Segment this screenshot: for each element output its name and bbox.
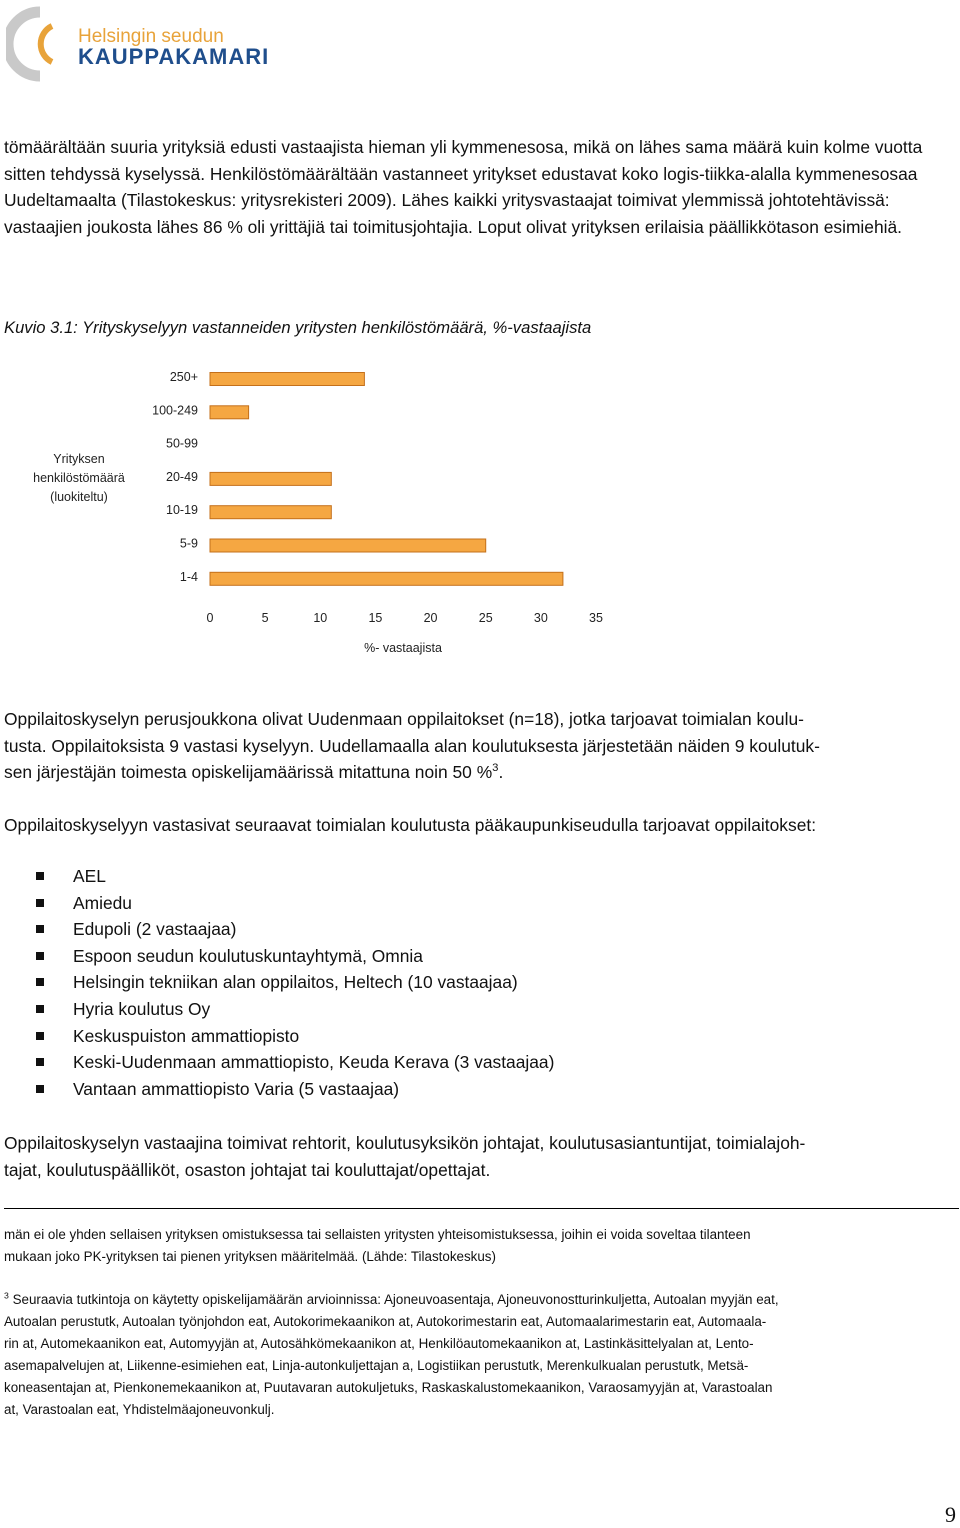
x-axis-label: %- vastaajista xyxy=(364,641,442,655)
kauppakamari-logo xyxy=(6,4,286,84)
institution-name: Hyria koulutus Oy xyxy=(73,998,211,1019)
institution-list xyxy=(36,863,554,1102)
list-item xyxy=(36,943,554,970)
institution-name: Edupoli (2 vastaajaa) xyxy=(73,919,237,940)
category-tick-label: 100-249 xyxy=(152,403,198,418)
category-tick-label: 1-4 xyxy=(179,569,198,584)
fn3-line-6: at, Varastoalan eat, Yhdistelmäajoneuvonkulj. xyxy=(4,1402,275,1417)
logo-line1: Helsingin seudun xyxy=(78,26,224,47)
x-tick-label: 25 xyxy=(478,611,493,625)
list-item xyxy=(36,969,554,996)
bullet-square-icon xyxy=(36,872,44,880)
institution-name: AEL xyxy=(73,866,106,886)
footnote-continuation xyxy=(4,1224,956,1268)
institution-name: Vantaan ammattiopisto Varia (5 vastaajaa) xyxy=(73,1078,400,1099)
headcount-bar-chart xyxy=(0,355,960,665)
bullet-square-icon xyxy=(36,1085,44,1093)
list-item xyxy=(36,1049,554,1076)
bullet-square-icon xyxy=(36,1005,44,1013)
x-tick-label: 0 xyxy=(206,611,214,625)
fn3-line-4: asemapalvelujen at, Liikenne-esimiehen eat, Linja-autonkuljettajan a, Logistiikan perustutk, Merenkulkualan perustutk, Metsä- xyxy=(4,1358,749,1373)
x-tick-label: 20 xyxy=(423,611,438,625)
x-tick-label: 30 xyxy=(533,611,548,625)
figure-caption: Kuvio 3.1: Yrityskyselyyn vastanneiden yritysten henkilöstömäärä, %-vastaajista xyxy=(4,318,592,337)
list-item xyxy=(36,1023,554,1050)
bar-1-4 xyxy=(210,572,563,585)
y-axis-label-line: Yrityksen xyxy=(53,452,105,466)
category-tick-label: 20-49 xyxy=(166,469,198,484)
y-axis-label-line: henkilöstömäärä xyxy=(33,471,125,485)
bar-20-49 xyxy=(210,472,331,485)
p4-line-2: tajat, koulutuspäälliköt, osaston johtajat tai kouluttajat/opettajat. xyxy=(4,1159,491,1180)
intro-paragraph: tömäärältään suuria yrityksiä edusti vastaajista hieman yli kymmenesosa, mikä on lähes sama määrä kuin kolme vuotta sitten tehdyssä kyselyssä. Henkilöstömäärältään vastanneet yritykset edustavat koko logis-tiikka-alalla kymmenesosaa Uudeltamaalta (Tilastokeskus: yritysrekisteri 2009). Lähes kaikki yritysvastaajat toimivat ylemmissä johtotehtävissä: vastaajien joukosta lähes 86 % oli yrittäjiä tai toimitusjohtajia. Loput olivat yrityksen erilaisia päällikkötason esimiehiä. xyxy=(4,137,923,237)
bar-10-19 xyxy=(210,506,331,519)
bullet-square-icon xyxy=(36,899,44,907)
p2-line-1: Oppilaitoskyselyn perusjoukkona olivat Uudenmaan oppilaitokset (n=18), jotka tarjoavat toimialan koulu- xyxy=(4,709,804,729)
fn-cont-line-1: män ei ole yhden sellaisen yrityksen omistuksessa tai sellaisten yritysten yhteisomistuksessa, joihin ei voida soveltaa tilanteen xyxy=(4,1227,751,1242)
bullet-square-icon xyxy=(36,1032,44,1040)
p2-line-2: tusta. Oppilaitoksista 9 vastasi kyselyyn. Uudellamaalla alan koulutuksesta järjestetään näiden 9 koulutuk- xyxy=(4,735,820,756)
p2-line-3: sen järjestäjän toimesta opiskelijamäärissä mitattuna noin 50 % xyxy=(4,762,493,782)
bullet-square-icon xyxy=(36,1058,44,1066)
list-item xyxy=(36,863,554,890)
institution-name: Keski-Uudenmaan ammattiopisto, Keuda Kerava (3 vastaajaa) xyxy=(73,1052,555,1073)
y-axis-label-line: (luokiteltu) xyxy=(50,490,108,504)
institution-name: Keskuspuiston ammattiopisto xyxy=(73,1025,300,1046)
footnote-ref-3[interactable]: 3 xyxy=(492,762,499,775)
category-tick-label: 5-9 xyxy=(179,536,198,551)
fn3-line-3: rin at, Automekaanikon eat, Automyyjän at, Autosähkömekaanikon at, Henkilöautomekaanikon at, Lastinkäsittelyalan at, Lento- xyxy=(4,1336,754,1351)
footnote-3 xyxy=(4,1289,956,1421)
category-tick-label: 250+ xyxy=(169,370,198,384)
bar-250+ xyxy=(210,373,364,386)
list-item xyxy=(36,1076,554,1103)
category-tick-label: 10-19 xyxy=(166,503,198,518)
logo-line2: KAUPPAKAMARI xyxy=(78,44,270,69)
footnote-divider xyxy=(4,1208,959,1209)
list-item xyxy=(36,916,554,943)
fn3-line-5: koneasentajan at, Pienkonemekaanikon at, Puutavaran autokuljetuks, Raskaskalustomekaanikon, Varaosamyyjän at, Varastoalan xyxy=(4,1380,773,1395)
logo-arc-orange xyxy=(41,26,52,62)
fn3-line-2: Autoalan perustutk, Autoalan työnjohdon eat, Autokorimekaanikon at, Autokorimestarin eat, Automaalarimestarin eat, Automaala- xyxy=(4,1314,767,1329)
x-tick-label: 15 xyxy=(368,611,383,625)
bullet-square-icon xyxy=(36,952,44,960)
institution-name: Espoon seudun koulutuskuntayhtymä, Omnia xyxy=(73,945,423,966)
list-item xyxy=(36,996,554,1023)
bullet-square-icon xyxy=(36,978,44,986)
bar-100-249 xyxy=(210,406,249,419)
institution-name: Helsingin tekniikan alan oppilaitos, Heltech (10 vastaajaa) xyxy=(73,972,518,993)
logo-arc-gray xyxy=(8,12,40,76)
page-number: 9 xyxy=(945,1502,956,1527)
p2-line-3-end: . xyxy=(498,762,504,782)
footnote-3-mark: 3 xyxy=(4,1290,9,1301)
p4-line-1: Oppilaitoskyselyn vastaajina toimivat rehtorit, koulutusyksikön johtajat, koulutusasiantuntijat, toimialajoh- xyxy=(4,1133,806,1153)
category-tick-label: 50-99 xyxy=(166,436,198,451)
paragraph-institutions-intro: Oppilaitoskyselyyn vastasivat seuraavat toimialan koulutusta pääkaupunkiseudulla tarjoavat oppilaitokset: xyxy=(4,815,817,835)
institution-name: Amiedu xyxy=(73,892,132,913)
fn-cont-line-2: mukaan joko PK-yrityksen tai pienen yrityksen määritelmää. (Lähde: Tilastokeskus) xyxy=(4,1249,496,1264)
bullet-square-icon xyxy=(36,925,44,933)
x-tick-label: 35 xyxy=(589,611,603,625)
paragraph-population xyxy=(4,706,952,786)
bar-5-9 xyxy=(210,539,486,552)
list-item xyxy=(36,890,554,917)
paragraph-respondents xyxy=(4,1130,952,1183)
fn3-line-1: Seuraavia tutkintoja on käytetty opiskelijamäärän arvioinnissa: Ajoneuvoasentaja, Ajoneuvonostturinkuljetta, Autoalan myyjän eat, xyxy=(12,1292,779,1307)
x-tick-label: 10 xyxy=(313,611,328,625)
x-tick-label: 5 xyxy=(261,611,269,625)
